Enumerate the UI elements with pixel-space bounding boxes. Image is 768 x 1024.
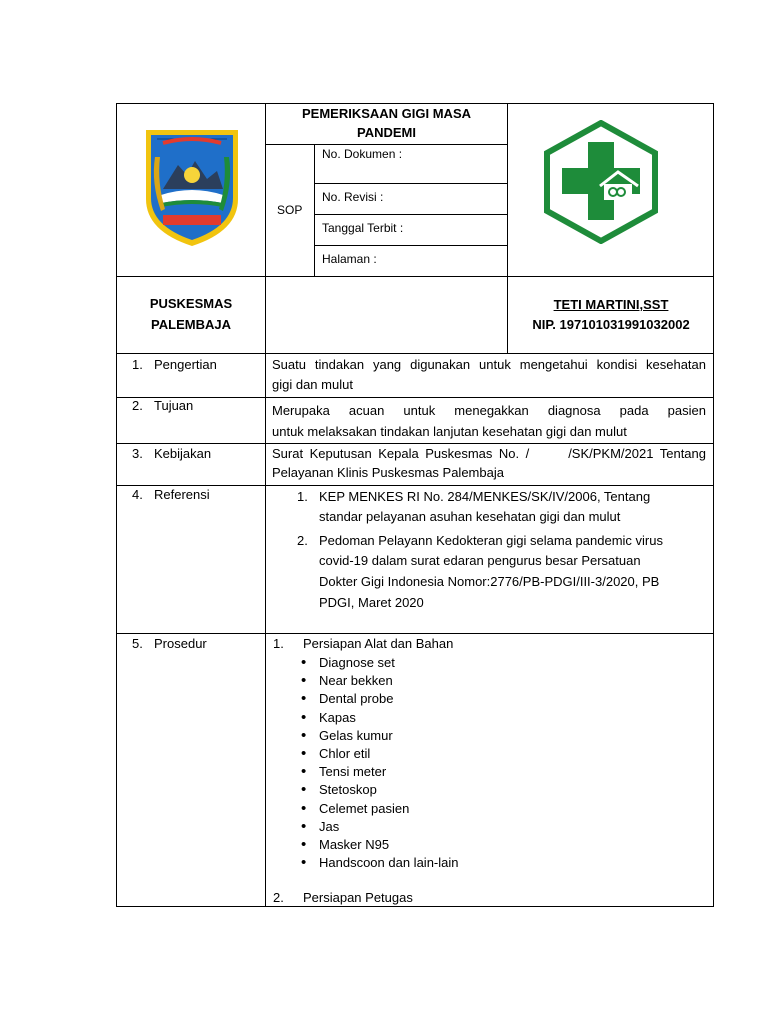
list-item: • Diagnose set — [301, 654, 601, 672]
equipment-list — [301, 654, 601, 872]
field-no-revisi: No. Revisi : — [322, 190, 384, 204]
ref-text: covid-19 dalam surat edaran pengurus besar Persatuan — [319, 553, 641, 568]
signer-nip: NIP. 197101031991032002 — [532, 317, 690, 332]
puskesmas-logo — [542, 120, 660, 244]
step-title: Persiapan Petugas — [303, 890, 413, 905]
row-number: 3. — [132, 446, 143, 461]
sop-label: SOP — [277, 203, 303, 217]
row-number: 2. — [132, 398, 143, 413]
row-divider — [116, 443, 714, 444]
field-divider — [314, 214, 507, 215]
row-label-tujuan: Tujuan — [154, 398, 194, 413]
puskesmas-name-cont: PALEMBAJA — [151, 317, 231, 332]
ref-text: Dokter Gigi Indonesia Nomor:2776/PB-PDGI/III-3/2020, PB — [319, 574, 660, 589]
row-number: 1. — [132, 357, 143, 372]
step-title: Persiapan Alat dan Bahan — [303, 636, 454, 651]
row-divider — [116, 353, 714, 354]
row-label-pengertian: Pengertian — [154, 357, 217, 372]
row-label-kebijakan: Kebijakan — [154, 446, 212, 461]
sop-title: PEMERIKSAAN GIGI MASA — [301, 106, 471, 121]
row-number: 4. — [132, 487, 143, 502]
sop-title-cont: PANDEMI — [357, 125, 416, 140]
field-tanggal-terbit: Tanggal Terbit : — [322, 221, 404, 235]
field-halaman: Halaman : — [322, 252, 377, 266]
row-text: untuk melaksakan tindakan lanjutan kesehatan gigi dan mulut — [272, 424, 627, 439]
col-divider — [265, 103, 266, 907]
row-divider — [116, 633, 714, 634]
row-label-referensi: Referensi — [154, 487, 210, 502]
step-number: 1. — [273, 636, 284, 651]
row-label-prosedur: Prosedur — [154, 636, 207, 651]
ref-text: PDGI, Maret 2020 — [319, 595, 424, 610]
field-divider — [314, 245, 507, 246]
row-divider — [116, 276, 714, 277]
list-item: • Masker N95 — [301, 836, 601, 854]
ref-text: Pedoman Pelayann Kedokteran gigi selama pandemic virus — [319, 533, 663, 548]
signer-name: TETI MARTINI,SST — [553, 297, 669, 312]
list-item: • Dental probe — [301, 690, 601, 708]
list-item: • Near bekken — [301, 672, 601, 690]
ref-text: KEP MENKES RI No. 284/MENKES/SK/IV/2006, Tentang — [319, 489, 651, 504]
puskesmas-name: PUSKESMAS — [149, 296, 233, 311]
row-text: Surat Keputusan Kepala Puskesmas No. / /SK/PKM/2021 Tentang — [272, 446, 706, 461]
step-number: 2. — [273, 890, 284, 905]
row-text: Merupaka acuan untuk menegakkan diagnosa pada pasien — [272, 403, 706, 418]
field-no-dokumen: No. Dokumen : — [322, 147, 403, 161]
kabupaten-lahat-logo — [143, 127, 241, 249]
ref-text: standar pelayanan asuhan kesehatan gigi dan mulut — [319, 509, 621, 524]
row-number: 5. — [132, 636, 143, 651]
list-item: • Celemet pasien — [301, 800, 601, 818]
ref-number: 1. — [297, 489, 308, 504]
ref-number: 2. — [297, 533, 308, 548]
list-item: • Stetoskop — [301, 781, 601, 799]
list-item: • Tensi meter — [301, 763, 601, 781]
row-text: gigi dan mulut — [272, 377, 353, 392]
list-item: • Handscoon dan lain-lain — [301, 854, 601, 872]
col-divider — [314, 144, 315, 276]
field-divider — [314, 183, 507, 184]
list-item: • Jas — [301, 818, 601, 836]
row-divider — [116, 397, 714, 398]
list-item: • Gelas kumur — [301, 727, 601, 745]
row-text: Suatu tindakan yang digunakan untuk mengetahui kondisi kesehatan — [272, 357, 706, 372]
list-item: • Chlor etil — [301, 745, 601, 763]
row-text: Pelayanan Klinis Puskesmas Palembaja — [272, 465, 504, 480]
list-item: • Kapas — [301, 709, 601, 727]
